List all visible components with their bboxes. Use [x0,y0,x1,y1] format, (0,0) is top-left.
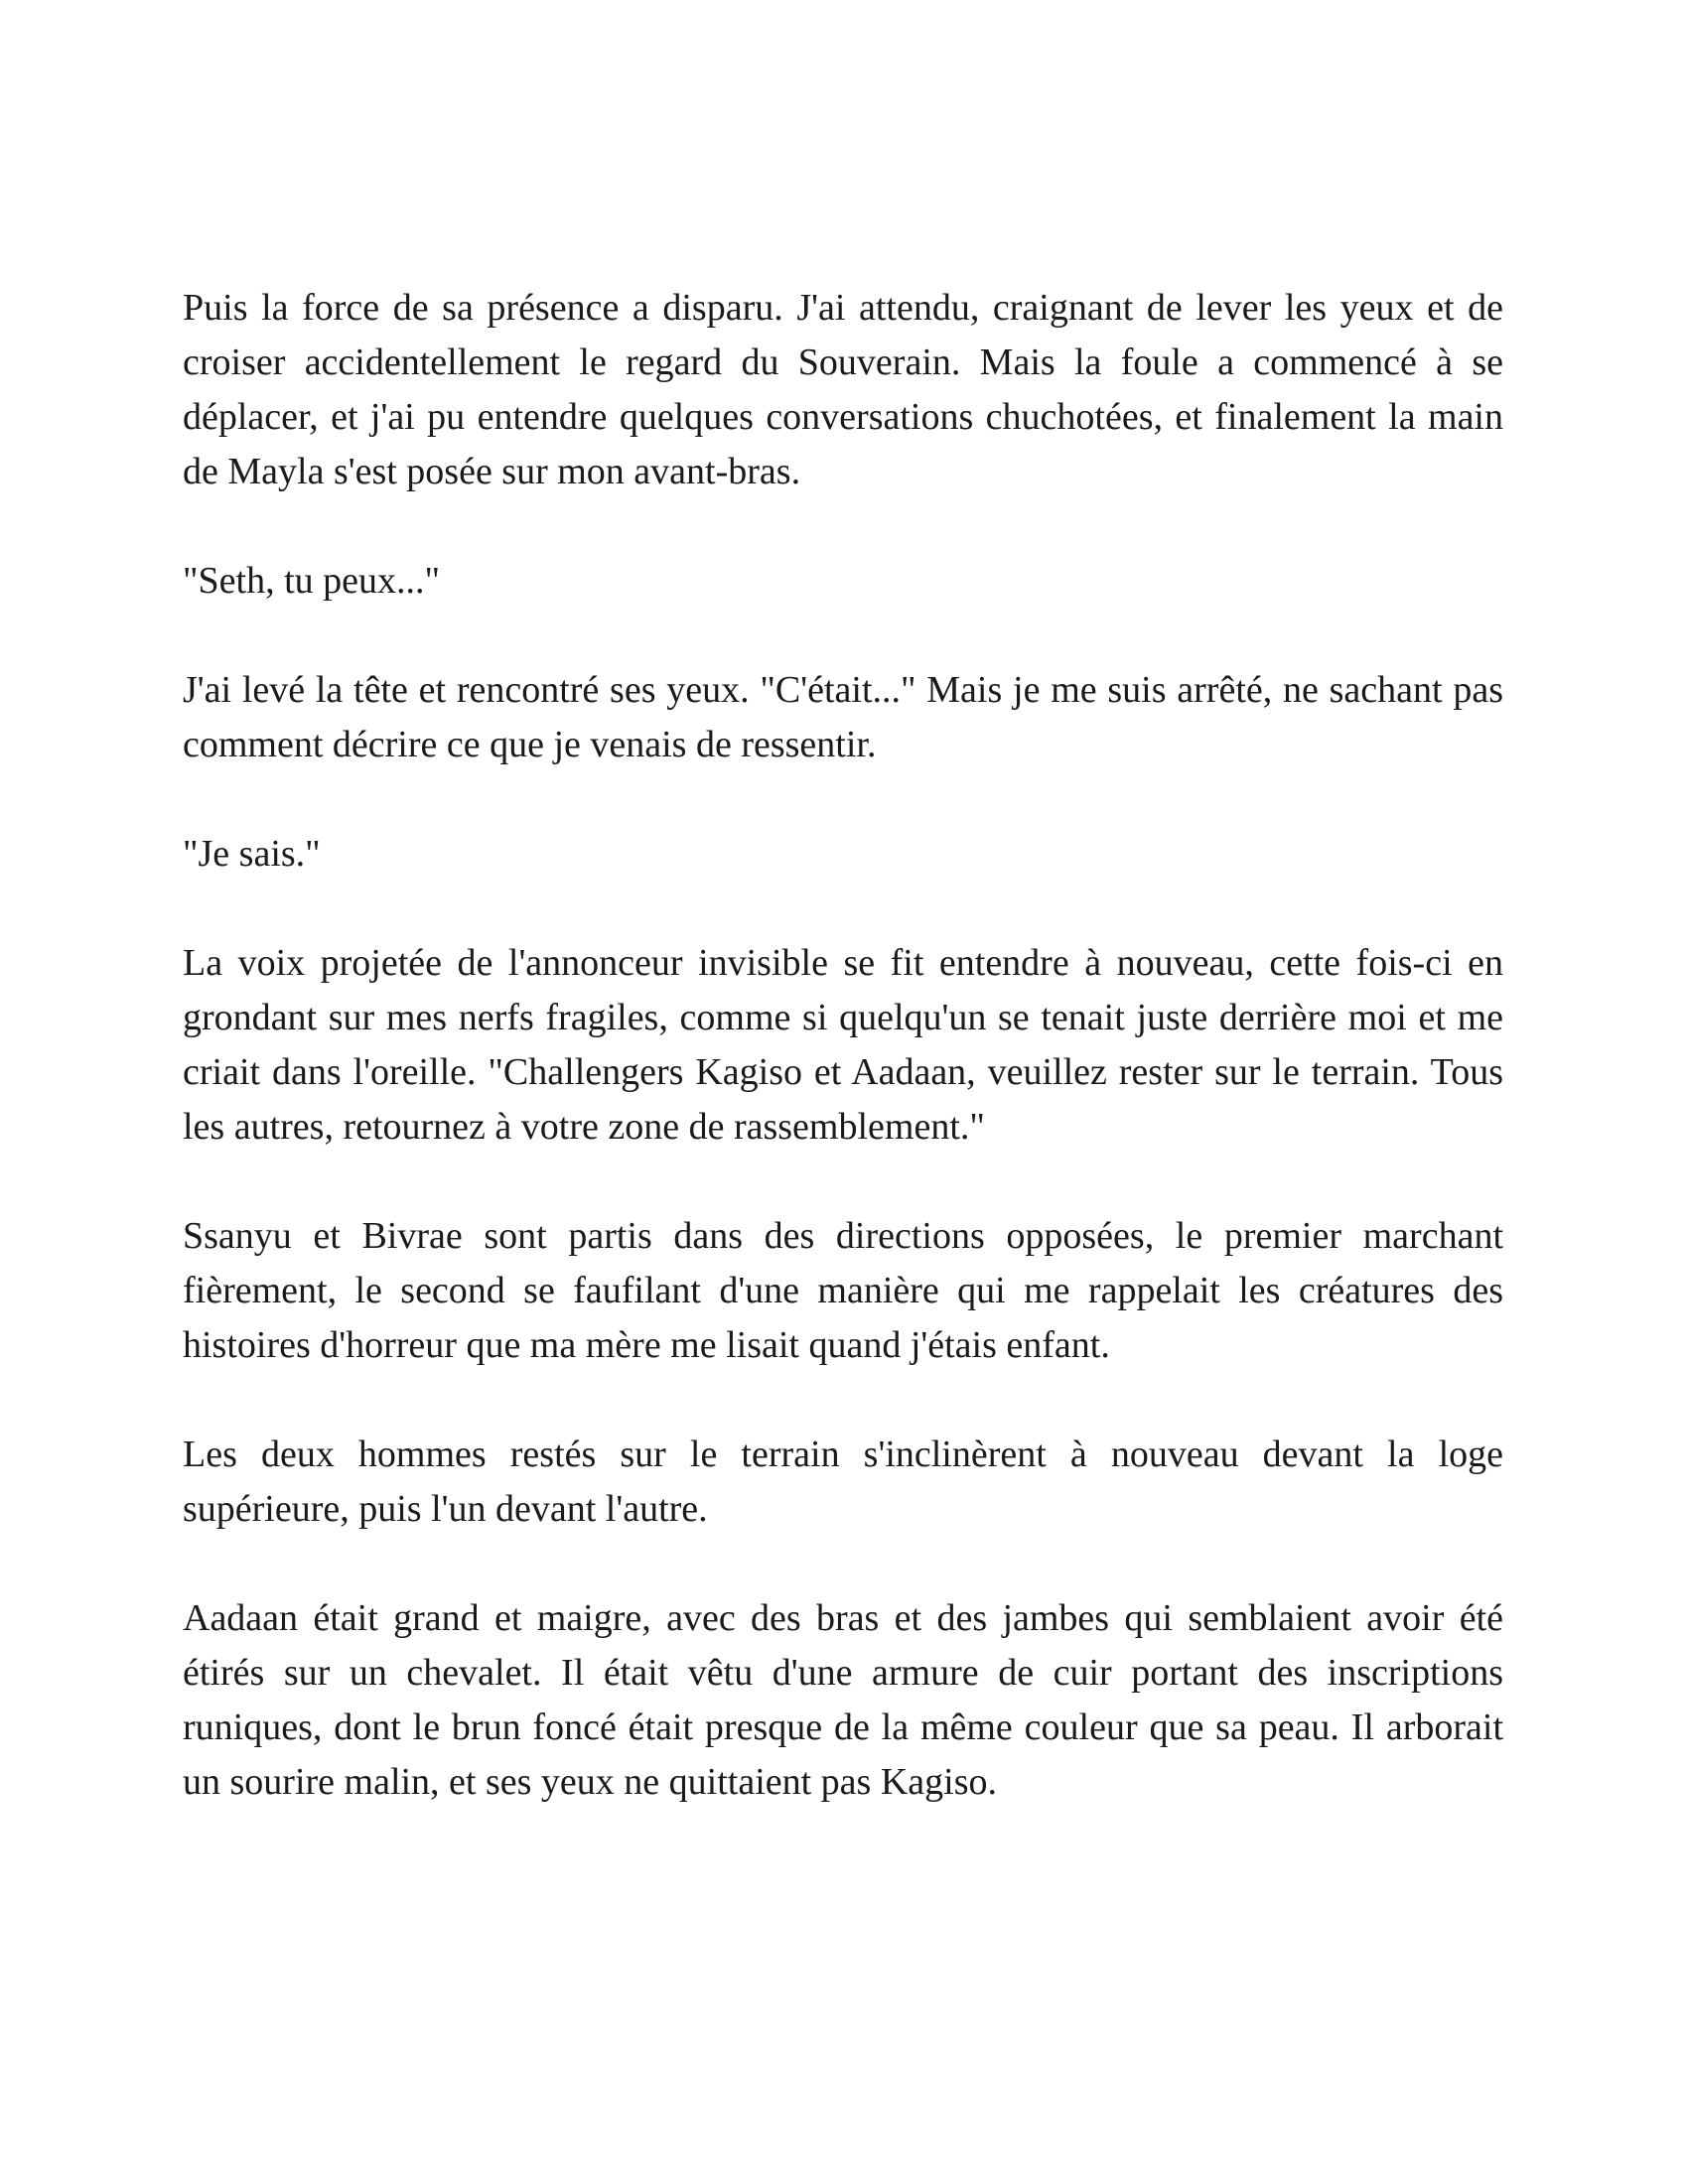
paragraph: Ssanyu et Bivrae sont partis dans des directions opposées, le premier marchant fièrement, le second se faufilant d'une manière qui me rappelait les créatures des histoires d'horreur que ma mère me lisait quand j'étais enfant. [183,1215,1503,1366]
body-text [183,281,1503,1864]
paragraph: J'ai levé la tête et rencontré ses yeux. "C'était..." Mais je me suis arrêté, ne sachant pas comment décrire ce que je venais de ressentir. [183,669,1503,765]
paragraph: Puis la force de sa présence a disparu. J'ai attendu, craignant de lever les yeux et de croiser accidentellement le regard du Souverain. Mais la foule a commencé à se déplacer, et j'ai pu entendre quelques conversations chuchotées, et finalement la main de Mayla s'est posée sur mon avant-bras. [183,287,1503,492]
paragraph: La voix projetée de l'annonceur invisible se fit entendre à nouveau, cette fois-ci en grondant sur mes nerfs fragiles, comme si quelqu'un se tenait juste derrière moi et me criait dans l'oreille. "Challengers Kagiso et Aadaan, veuillez rester sur le terrain. Tous les autres, retournez à votre zone de rassemblement." [183,942,1503,1148]
paragraph: "Seth, tu peux..." [183,560,441,602]
paragraph: Aadaan était grand et maigre, avec des bras et des jambes qui semblaient avoir été étirés sur un chevalet. Il était vêtu d'une armure de cuir portant des inscriptions runiques, dont le brun foncé était presque de la même couleur que sa peau. Il arborait un sourire malin, et ses yeux ne quittaient pas Kagiso. [183,1597,1503,1803]
paragraph: Les deux hommes restés sur le terrain s'inclinèrent à nouveau devant la loge supérieure, puis l'un devant l'autre. [183,1433,1503,1530]
paragraph: "Je sais." [183,833,321,875]
